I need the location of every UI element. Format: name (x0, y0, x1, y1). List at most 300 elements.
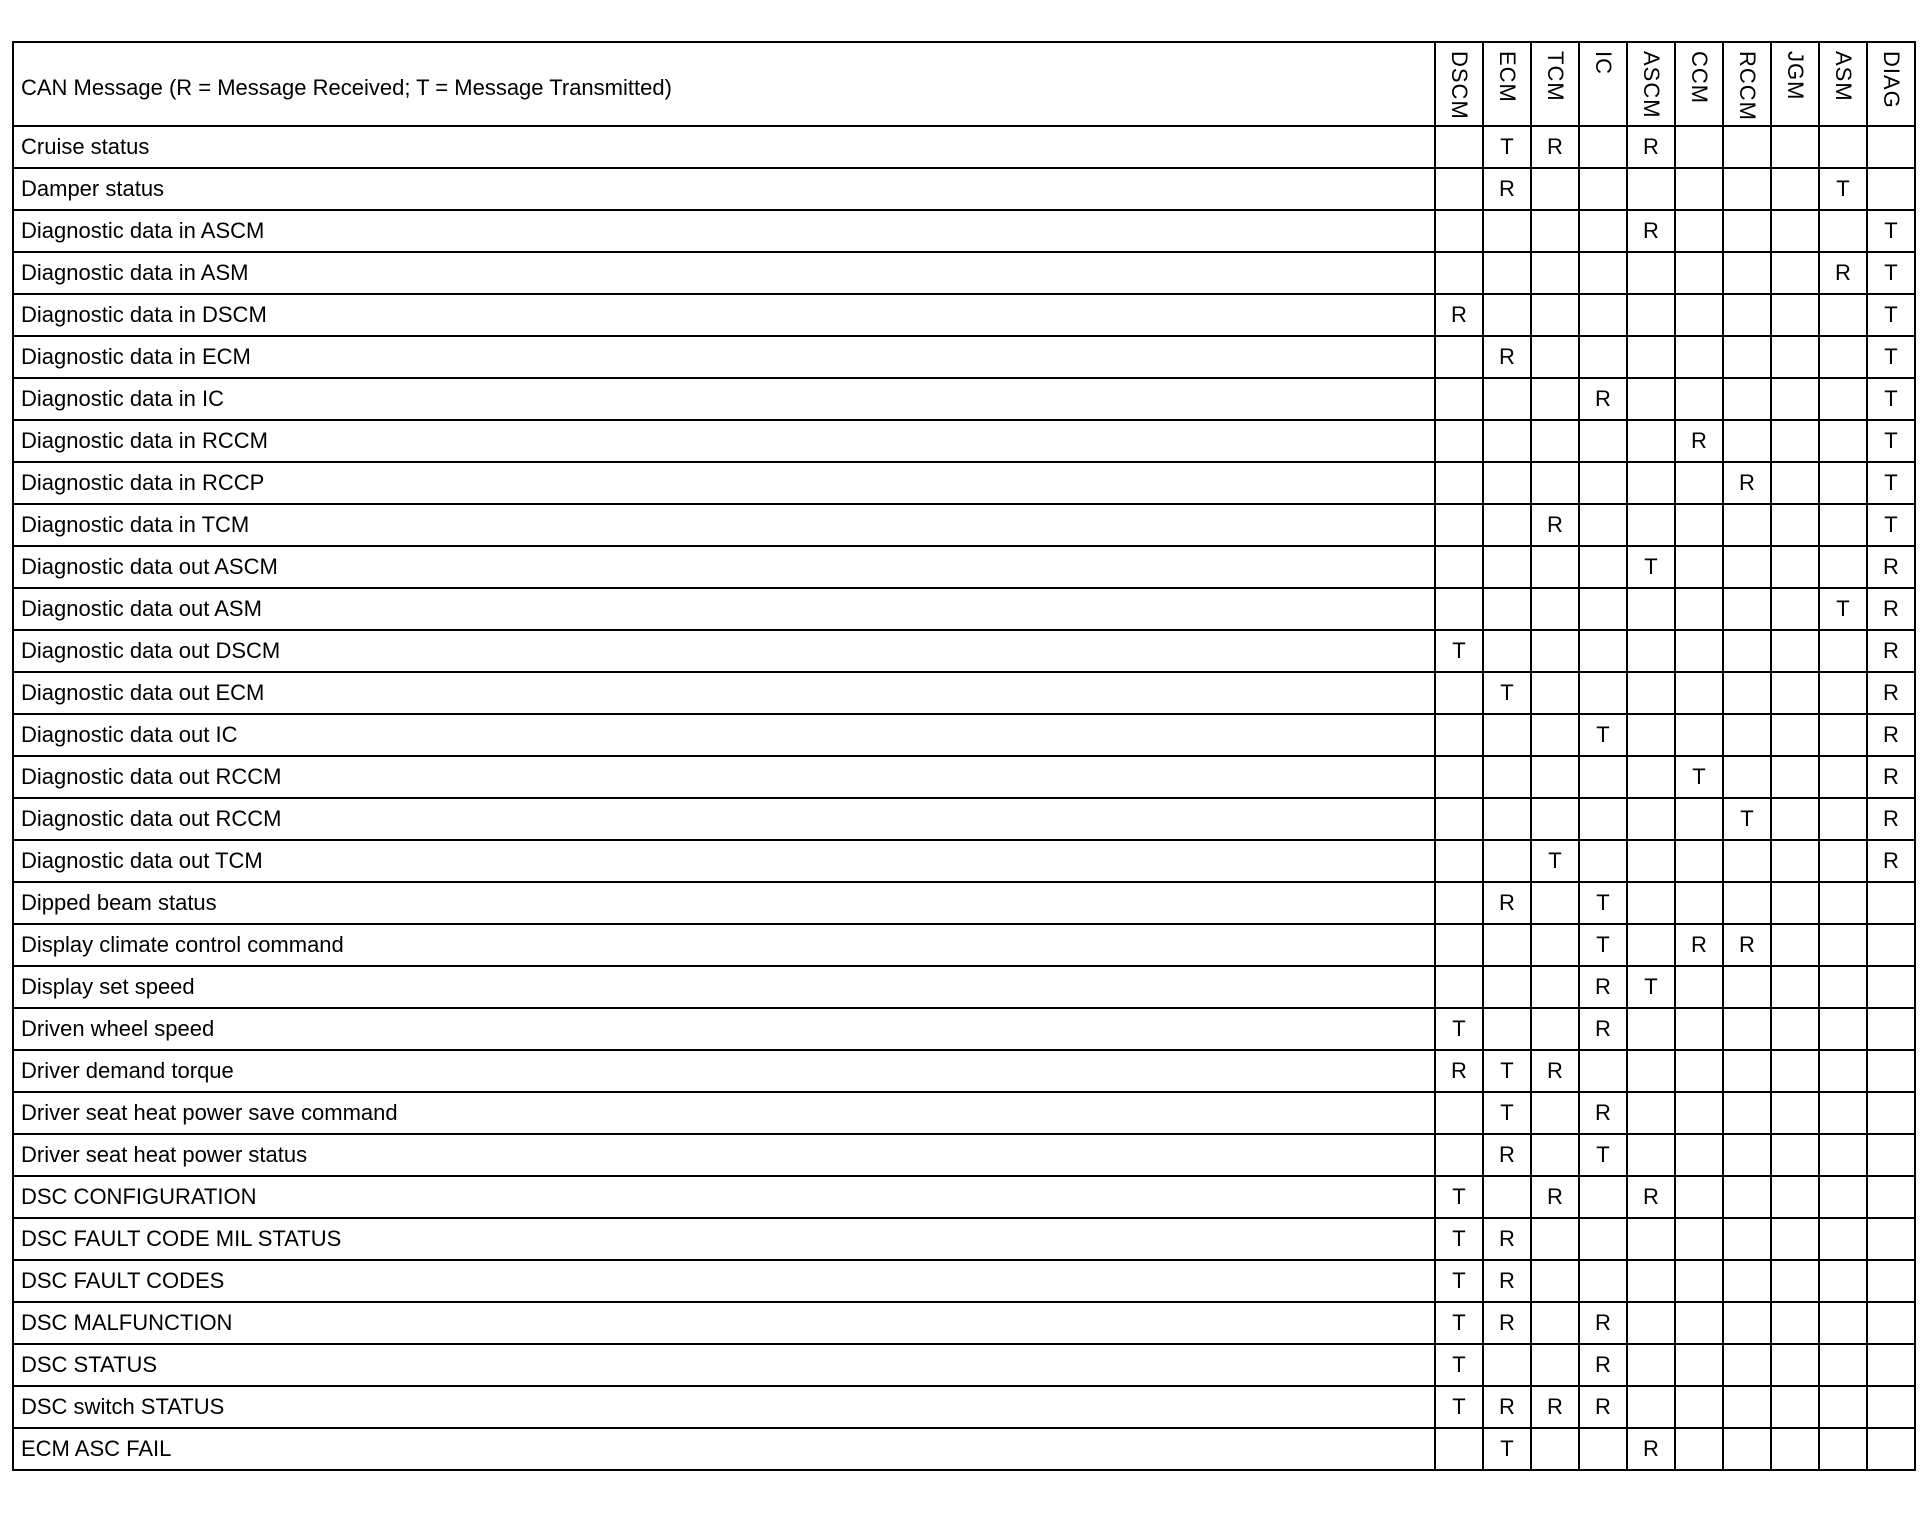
signal-cell (1771, 672, 1819, 714)
signal-cell (1675, 1428, 1723, 1470)
signal-cell (1627, 1218, 1675, 1260)
signal-cell (1627, 1050, 1675, 1092)
signal-cell (1483, 1176, 1531, 1218)
signal-cell (1723, 420, 1771, 462)
signal-cell (1579, 1218, 1627, 1260)
signal-cell (1579, 546, 1627, 588)
signal-cell (1579, 504, 1627, 546)
can-message-name: Diagnostic data out DSCM (13, 630, 1435, 672)
signal-cell: T (1435, 1302, 1483, 1344)
signal-cell (1675, 1344, 1723, 1386)
table-row (13, 714, 1915, 756)
can-message-name: Diagnostic data out ASCM (13, 546, 1435, 588)
signal-cell (1579, 588, 1627, 630)
signal-cell (1723, 126, 1771, 168)
signal-cell: T (1867, 210, 1915, 252)
signal-cell (1435, 1092, 1483, 1134)
signal-cell (1867, 126, 1915, 168)
signal-cell (1867, 1428, 1915, 1470)
signal-cell: T (1867, 420, 1915, 462)
signal-cell (1675, 1218, 1723, 1260)
signal-cell (1627, 672, 1675, 714)
signal-cell (1627, 714, 1675, 756)
signal-cell (1771, 168, 1819, 210)
signal-cell (1435, 336, 1483, 378)
signal-cell (1627, 420, 1675, 462)
signal-cell: R (1579, 1386, 1627, 1428)
can-message-name: Display climate control command (13, 924, 1435, 966)
signal-cell (1675, 840, 1723, 882)
signal-cell (1771, 1302, 1819, 1344)
signal-cell (1723, 168, 1771, 210)
signal-cell (1723, 336, 1771, 378)
signal-cell: T (1819, 168, 1867, 210)
signal-cell: T (1627, 546, 1675, 588)
table-row (13, 294, 1915, 336)
table-row (13, 546, 1915, 588)
signal-cell: R (1531, 126, 1579, 168)
can-message-name: Diagnostic data in ASCM (13, 210, 1435, 252)
signal-cell (1819, 546, 1867, 588)
signal-cell (1579, 126, 1627, 168)
signal-cell (1675, 798, 1723, 840)
signal-cell: R (1627, 210, 1675, 252)
signal-cell (1819, 1344, 1867, 1386)
signal-cell (1771, 546, 1819, 588)
signal-cell: R (1483, 1260, 1531, 1302)
signal-cell (1483, 714, 1531, 756)
table-row (13, 966, 1915, 1008)
signal-cell (1819, 210, 1867, 252)
can-message-name: Diagnostic data in DSCM (13, 294, 1435, 336)
signal-cell: R (1531, 1050, 1579, 1092)
signal-cell (1627, 882, 1675, 924)
can-message-name: Diagnostic data in IC (13, 378, 1435, 420)
signal-cell (1531, 168, 1579, 210)
signal-cell (1483, 966, 1531, 1008)
signal-cell (1627, 588, 1675, 630)
signal-cell (1675, 252, 1723, 294)
signal-cell (1723, 1302, 1771, 1344)
can-message-name: DSC FAULT CODE MIL STATUS (13, 1218, 1435, 1260)
table-row (13, 1344, 1915, 1386)
signal-cell (1579, 798, 1627, 840)
signal-cell (1531, 672, 1579, 714)
signal-cell (1819, 798, 1867, 840)
signal-cell (1675, 966, 1723, 1008)
signal-cell: R (1867, 756, 1915, 798)
signal-cell: R (1723, 924, 1771, 966)
signal-cell (1819, 294, 1867, 336)
signal-cell (1771, 462, 1819, 504)
signal-cell (1483, 378, 1531, 420)
signal-cell: T (1627, 966, 1675, 1008)
can-message-name: DSC STATUS (13, 1344, 1435, 1386)
signal-cell (1435, 378, 1483, 420)
signal-cell: T (1867, 462, 1915, 504)
signal-cell (1771, 1176, 1819, 1218)
signal-cell (1771, 798, 1819, 840)
signal-cell (1723, 1218, 1771, 1260)
signal-cell (1819, 966, 1867, 1008)
signal-cell (1723, 1344, 1771, 1386)
signal-cell (1627, 1092, 1675, 1134)
signal-cell (1483, 252, 1531, 294)
signal-cell (1723, 1176, 1771, 1218)
signal-cell (1771, 1092, 1819, 1134)
signal-cell: T (1483, 126, 1531, 168)
signal-cell (1435, 756, 1483, 798)
module-header (1579, 42, 1627, 126)
signal-cell: R (1531, 504, 1579, 546)
signal-cell (1627, 756, 1675, 798)
signal-cell (1531, 420, 1579, 462)
table-row (13, 798, 1915, 840)
signal-cell (1819, 1302, 1867, 1344)
signal-cell (1723, 966, 1771, 1008)
signal-cell (1723, 1050, 1771, 1092)
signal-cell: R (1435, 1050, 1483, 1092)
signal-cell (1483, 924, 1531, 966)
signal-cell (1723, 882, 1771, 924)
signal-cell (1771, 1134, 1819, 1176)
signal-cell (1627, 1386, 1675, 1428)
signal-cell (1531, 966, 1579, 1008)
signal-cell (1531, 1302, 1579, 1344)
signal-cell (1819, 840, 1867, 882)
can-message-name: Dipped beam status (13, 882, 1435, 924)
signal-cell (1771, 756, 1819, 798)
can-message-name: DSC MALFUNCTION (13, 1302, 1435, 1344)
signal-cell (1771, 252, 1819, 294)
signal-cell: T (1579, 714, 1627, 756)
signal-cell (1819, 630, 1867, 672)
can-message-name: Diagnostic data out ASM (13, 588, 1435, 630)
module-header (1627, 42, 1675, 126)
signal-cell (1627, 924, 1675, 966)
signal-cell (1723, 1386, 1771, 1428)
signal-cell (1771, 924, 1819, 966)
signal-cell: R (1675, 924, 1723, 966)
signal-cell (1867, 882, 1915, 924)
table-row (13, 1428, 1915, 1470)
signal-cell (1675, 168, 1723, 210)
signal-cell (1723, 378, 1771, 420)
signal-cell (1483, 798, 1531, 840)
table-row (13, 630, 1915, 672)
signal-cell: R (1579, 1344, 1627, 1386)
signal-cell (1819, 1176, 1867, 1218)
signal-cell (1771, 714, 1819, 756)
signal-cell (1771, 1050, 1819, 1092)
signal-cell (1771, 420, 1819, 462)
can-message-name: Driver seat heat power status (13, 1134, 1435, 1176)
signal-cell (1531, 1344, 1579, 1386)
signal-cell (1483, 462, 1531, 504)
signal-cell: T (1867, 336, 1915, 378)
signal-cell (1867, 924, 1915, 966)
signal-cell (1771, 840, 1819, 882)
signal-cell (1579, 252, 1627, 294)
signal-cell (1675, 672, 1723, 714)
signal-cell (1435, 672, 1483, 714)
matrix-body (13, 126, 1915, 1470)
signal-cell (1483, 420, 1531, 462)
signal-cell: R (1579, 378, 1627, 420)
signal-cell (1675, 1386, 1723, 1428)
module-label: TCM (1543, 51, 1568, 102)
signal-cell (1531, 1134, 1579, 1176)
signal-cell (1579, 168, 1627, 210)
signal-cell (1627, 1134, 1675, 1176)
module-label: ASM (1831, 51, 1856, 102)
signal-cell (1579, 336, 1627, 378)
module-header (1723, 42, 1771, 126)
can-message-name: Diagnostic data out ECM (13, 672, 1435, 714)
can-message-name: Diagnostic data in RCCP (13, 462, 1435, 504)
signal-cell (1819, 462, 1867, 504)
signal-cell (1435, 924, 1483, 966)
signal-cell (1675, 210, 1723, 252)
signal-cell (1819, 1218, 1867, 1260)
signal-cell (1819, 756, 1867, 798)
signal-cell (1531, 1428, 1579, 1470)
signal-cell (1483, 1008, 1531, 1050)
signal-cell (1579, 210, 1627, 252)
module-label: RCCM (1735, 51, 1760, 121)
signal-cell (1771, 378, 1819, 420)
signal-cell (1531, 1092, 1579, 1134)
signal-cell: T (1723, 798, 1771, 840)
signal-cell: R (1483, 1134, 1531, 1176)
can-message-name: Diagnostic data in ASM (13, 252, 1435, 294)
signal-cell (1627, 1008, 1675, 1050)
table-row (13, 588, 1915, 630)
signal-cell: R (1579, 1008, 1627, 1050)
signal-cell (1531, 714, 1579, 756)
table-row (13, 504, 1915, 546)
signal-cell: R (1483, 336, 1531, 378)
signal-cell: T (1867, 294, 1915, 336)
signal-cell (1579, 1176, 1627, 1218)
signal-cell (1771, 126, 1819, 168)
table-row (13, 1218, 1915, 1260)
signal-cell (1723, 672, 1771, 714)
module-header (1435, 42, 1483, 126)
signal-cell: R (1819, 252, 1867, 294)
table-row (13, 1050, 1915, 1092)
signal-cell (1819, 1050, 1867, 1092)
signal-cell: T (1579, 1134, 1627, 1176)
signal-cell (1579, 462, 1627, 504)
signal-cell (1819, 336, 1867, 378)
table-row (13, 420, 1915, 462)
table-row (13, 1302, 1915, 1344)
signal-cell (1531, 756, 1579, 798)
table-row (13, 336, 1915, 378)
signal-cell: T (1819, 588, 1867, 630)
signal-cell (1435, 168, 1483, 210)
can-message-name: Driver demand torque (13, 1050, 1435, 1092)
signal-cell (1771, 588, 1819, 630)
module-header (1483, 42, 1531, 126)
signal-cell (1819, 1428, 1867, 1470)
can-message-name: ECM ASC FAIL (13, 1428, 1435, 1470)
table-row (13, 1092, 1915, 1134)
signal-cell (1723, 210, 1771, 252)
module-header (1819, 42, 1867, 126)
signal-cell: R (1867, 588, 1915, 630)
signal-cell (1579, 840, 1627, 882)
signal-cell: T (1483, 1428, 1531, 1470)
signal-cell (1723, 630, 1771, 672)
signal-cell: R (1483, 1302, 1531, 1344)
table-row (13, 1134, 1915, 1176)
signal-cell: T (1483, 1092, 1531, 1134)
signal-cell (1723, 1134, 1771, 1176)
signal-cell (1723, 840, 1771, 882)
signal-cell (1579, 1050, 1627, 1092)
signal-cell: T (1435, 1386, 1483, 1428)
signal-cell (1579, 756, 1627, 798)
signal-cell (1531, 462, 1579, 504)
can-message-name: Diagnostic data out RCCM (13, 798, 1435, 840)
signal-cell (1771, 882, 1819, 924)
signal-cell (1819, 378, 1867, 420)
signal-cell (1531, 546, 1579, 588)
signal-cell (1579, 1428, 1627, 1470)
signal-cell (1483, 210, 1531, 252)
signal-cell (1435, 462, 1483, 504)
can-message-name: Diagnostic data out RCCM (13, 756, 1435, 798)
signal-cell (1627, 462, 1675, 504)
signal-cell (1531, 210, 1579, 252)
signal-cell (1771, 210, 1819, 252)
signal-cell: R (1579, 1302, 1627, 1344)
can-message-name: Damper status (13, 168, 1435, 210)
signal-cell (1723, 756, 1771, 798)
signal-cell (1819, 714, 1867, 756)
signal-cell (1627, 336, 1675, 378)
table-row (13, 168, 1915, 210)
module-header (1771, 42, 1819, 126)
signal-cell (1723, 588, 1771, 630)
signal-cell (1675, 1134, 1723, 1176)
can-message-name: Diagnostic data out TCM (13, 840, 1435, 882)
can-message-name: Diagnostic data in TCM (13, 504, 1435, 546)
signal-cell (1483, 840, 1531, 882)
signal-cell (1771, 294, 1819, 336)
signal-cell (1771, 1344, 1819, 1386)
signal-cell (1819, 126, 1867, 168)
signal-cell (1531, 1260, 1579, 1302)
signal-cell (1675, 630, 1723, 672)
signal-cell: R (1627, 1176, 1675, 1218)
signal-cell: R (1483, 1386, 1531, 1428)
signal-cell (1579, 294, 1627, 336)
signal-cell (1579, 630, 1627, 672)
signal-cell (1435, 798, 1483, 840)
signal-cell: T (1483, 672, 1531, 714)
signal-cell: R (1867, 714, 1915, 756)
signal-cell (1435, 966, 1483, 1008)
signal-cell: R (1723, 462, 1771, 504)
signal-cell (1723, 1008, 1771, 1050)
signal-cell (1867, 1386, 1915, 1428)
signal-cell (1435, 546, 1483, 588)
signal-cell (1867, 168, 1915, 210)
signal-cell (1819, 1008, 1867, 1050)
signal-cell (1675, 714, 1723, 756)
signal-cell (1531, 294, 1579, 336)
signal-cell (1435, 210, 1483, 252)
signal-cell (1675, 294, 1723, 336)
signal-cell (1435, 252, 1483, 294)
can-message-name: Driven wheel speed (13, 1008, 1435, 1050)
signal-cell (1483, 1344, 1531, 1386)
signal-cell (1627, 1344, 1675, 1386)
module-label: IC (1591, 51, 1616, 75)
table-row (13, 882, 1915, 924)
signal-cell (1771, 1260, 1819, 1302)
signal-cell (1483, 504, 1531, 546)
signal-cell (1723, 546, 1771, 588)
signal-cell (1867, 966, 1915, 1008)
table-row (13, 126, 1915, 168)
can-message-name: Diagnostic data in RCCM (13, 420, 1435, 462)
signal-cell (1867, 1176, 1915, 1218)
signal-cell (1819, 924, 1867, 966)
signal-cell (1435, 1134, 1483, 1176)
can-message-matrix (12, 41, 1916, 1471)
can-message-name: Diagnostic data out IC (13, 714, 1435, 756)
signal-cell (1627, 798, 1675, 840)
signal-cell (1771, 1218, 1819, 1260)
signal-cell: R (1867, 630, 1915, 672)
signal-cell: T (1483, 1050, 1531, 1092)
signal-cell (1675, 1176, 1723, 1218)
table-row (13, 1008, 1915, 1050)
signal-cell: R (1867, 546, 1915, 588)
signal-cell (1531, 798, 1579, 840)
table-row (13, 378, 1915, 420)
module-label: ASCM (1639, 51, 1664, 119)
signal-cell (1531, 336, 1579, 378)
signal-cell (1435, 882, 1483, 924)
signal-cell (1435, 840, 1483, 882)
signal-cell (1675, 1008, 1723, 1050)
signal-cell (1675, 1302, 1723, 1344)
signal-cell (1867, 1134, 1915, 1176)
signal-cell (1867, 1302, 1915, 1344)
signal-cell (1627, 378, 1675, 420)
signal-cell: T (1435, 1176, 1483, 1218)
can-message-name: Driver seat heat power save command (13, 1092, 1435, 1134)
signal-cell (1627, 1260, 1675, 1302)
signal-cell (1579, 420, 1627, 462)
signal-cell: T (1435, 1260, 1483, 1302)
signal-cell (1675, 126, 1723, 168)
signal-cell (1819, 1092, 1867, 1134)
signal-cell (1867, 1008, 1915, 1050)
module-label: ECM (1495, 51, 1520, 103)
can-message-name: DSC FAULT CODES (13, 1260, 1435, 1302)
signal-cell (1483, 630, 1531, 672)
signal-cell (1675, 1050, 1723, 1092)
module-header (1867, 42, 1915, 126)
signal-cell (1483, 756, 1531, 798)
signal-cell (1819, 1260, 1867, 1302)
